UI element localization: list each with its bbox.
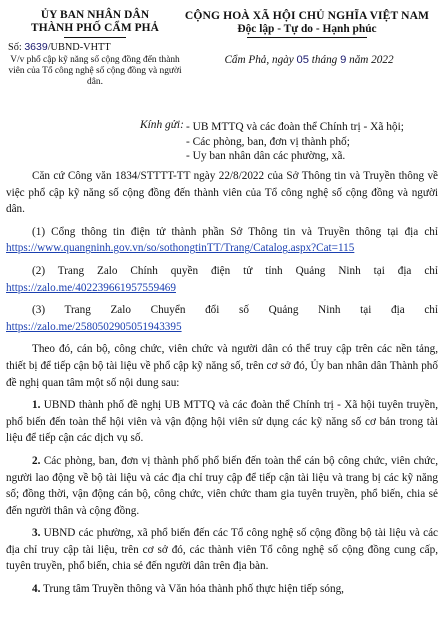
item-4-text: Trung tâm Truyền thông và Văn hóa thành phố thực hiện tiếp sóng, — [43, 583, 344, 596]
issue-date-day: 05 — [296, 54, 309, 66]
national-motto: Độc lập - Tự do - Hạnh phúc — [237, 23, 377, 35]
nation-title: CỘNG HOÀ XÃ HỘI CHỦ NGHĨA VIỆT NAM — [184, 9, 430, 22]
document-number-value: 3639 — [24, 41, 48, 53]
item-3-text: UBND các phường, xã phổ biến đến các Tổ công nghệ số cộng đồng bộ tài liệu và các địa chỉ truy cập tài liệu, trên cơ sở đó, các thành viên Tổ công nghệ số cộng đồng cung cấp, tuyên truyền, phổ biến, chia sẻ đến người dân trên địa bàn. — [6, 527, 439, 573]
recipients-label: Kính gửi: — [140, 119, 184, 131]
item-2-paragraph — [6, 453, 438, 519]
recipient-item: - Uy ban nhân dân các phường, xã. — [186, 150, 346, 163]
source-2-link[interactable]: https://zalo.me/402239661957559469 — [6, 281, 176, 294]
item-1-paragraph — [6, 397, 438, 447]
motto-underline — [247, 37, 367, 38]
item-1-text: UBND thành phố đề nghị UB MTTQ và các đoàn thể Chính trị - Xã hội tuyên truyền, phổ biến đến toàn thể hội viên và vận động hội viên sử dụng các kỹ năng số cơ bản trong tài liệu để tiếp cận các dịch vụ số. — [6, 399, 439, 445]
document-number — [6, 41, 184, 54]
document-subject: V/v phổ cập kỹ năng số cộng đồng đến thành viên của Tổ công nghệ số cộng đồng và người dân. — [8, 55, 182, 87]
item-4-paragraph — [6, 581, 438, 598]
source-3-link[interactable]: https://zalo.me/2580502905051943395 — [6, 320, 182, 333]
source-2-paragraph — [6, 263, 438, 296]
document-number-prefix: Số: — [8, 42, 22, 53]
issue-date-prefix: Cẩm Phả, ngày — [224, 54, 294, 66]
national-header — [176, 9, 438, 67]
item-2-number: 2. — [32, 454, 41, 467]
issuer-underline — [64, 37, 126, 38]
request-paragraph: Theo đó, cán bộ, công chức, viên chức và người dân có thể truy cập trên các nền tảng, thiết bị để tiếp cận bộ tài liệu về phổ cập kỹ năng số, trên cơ sở đó, Ủy ban nhân dân Thành phố đề nghị quan tâm một số nội dung sau: — [6, 343, 438, 389]
recipients-list — [186, 120, 438, 164]
source-1-link[interactable]: https://www.quangninh.gov.vn/so/sothongtinTT/Trang/Catalog.aspx?Cat=115 — [6, 242, 355, 255]
item-3-number: 3. — [32, 527, 41, 540]
recipient-item: - UB MTTQ và các đoàn thể Chính trị - Xã hội; — [186, 121, 404, 133]
issuer-block — [6, 9, 184, 88]
recipient-item: - Các phòng, ban, đơn vị thành phố; — [186, 135, 350, 148]
issuer-name-line1: ỦY BAN NHÂN DÂN — [40, 9, 150, 21]
item-2-text: Các phòng, ban, đơn vị thành phố phổ biến đến toàn thể cán bộ công chức, viên chức, người lao động về bộ tài liệu và các địa chỉ truy cập để tiếp cận tài liệu và trang bị các kỹ năng số; đồng thời, vận động cán bộ, công chức, viên chức tham gia tuyên truyền, phổ biến, chia sẻ đến người thân và cộng đồng. — [6, 454, 439, 517]
issue-date-suffix: năm 2022 — [349, 54, 394, 66]
item-3-paragraph — [6, 525, 438, 575]
issue-date-mid: tháng — [311, 54, 338, 66]
issuer-name-line2: THÀNH PHỐ CẨM PHẢ — [31, 22, 159, 34]
document-body — [6, 168, 438, 598]
item-4-number: 4. — [32, 583, 41, 596]
issue-date — [176, 54, 438, 67]
item-1-number: 1. — [32, 399, 41, 412]
source-1-paragraph — [6, 224, 438, 257]
issue-date-month: 9 — [340, 54, 347, 66]
source-3-paragraph — [6, 302, 438, 335]
source-2-text: (2) Trang Zalo Chính quyền điện tử tỉnh Quảng Ninh tại địa chỉ — [32, 264, 438, 277]
intro-paragraph: Căn cứ Công văn 1834/STTTT-TT ngày 22/8/2022 của Sở Thông tin và Truyền thông về việc phổ cập kỹ năng số cộng đồng đến thành viên của Tổ công nghệ số cộng đồng và người dân. — [6, 170, 438, 216]
document-number-suffix: /UBND-VHTT — [47, 42, 111, 53]
source-3-text: (3) Trang Zalo Chuyển đổi số Quảng Ninh tại địa chỉ — [32, 304, 438, 317]
source-1-text: (1) Cổng thông tin điện tử thành phần Sở Thông tin và Truyền thông tại địa chỉ — [32, 225, 438, 238]
